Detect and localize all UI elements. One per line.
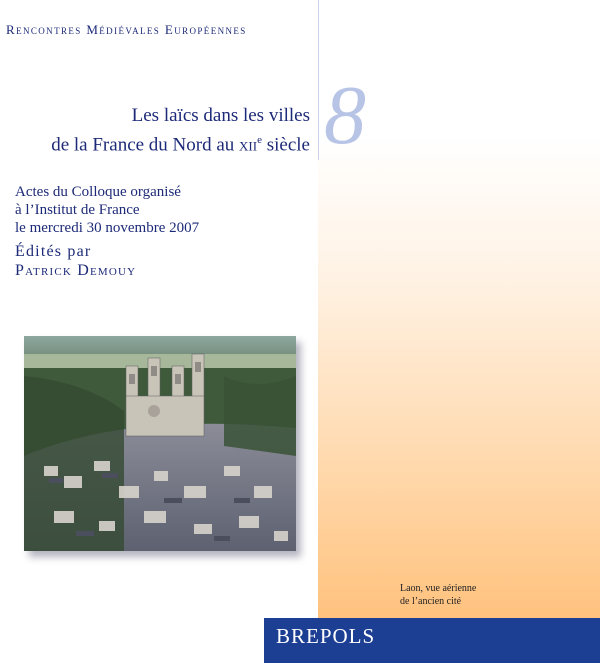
editor-name: Patrick Demouy [15,262,137,279]
volume-number: 8 [324,69,366,162]
laon-aerial-photo [24,336,296,551]
cover-photo [24,336,296,551]
editors-block [15,242,136,280]
proceedings-line3: le mercredi 30 novembre 2007 [15,220,200,236]
caption-line2: de l’ancien cité [400,596,462,607]
series-text: Rencontres Médiévales Européennes [6,22,247,37]
caption-line1: Laon, vue aérienne [400,583,477,594]
series-title [6,22,321,38]
proceedings-info [15,183,199,237]
proceedings-line2: à l’Institut de France [15,202,140,218]
proceedings-line1: Actes du Colloque organisé [15,184,181,200]
book-title-line2: de la France du Nord au xii$^e$ siècle [51,134,310,156]
image-caption [400,582,476,608]
book-title [51,104,310,157]
publisher-logo-text: BREPOLS [276,624,376,648]
book-title-line1: Les laïcs dans les villes [131,105,310,126]
editors-label: Édités par [15,243,92,260]
